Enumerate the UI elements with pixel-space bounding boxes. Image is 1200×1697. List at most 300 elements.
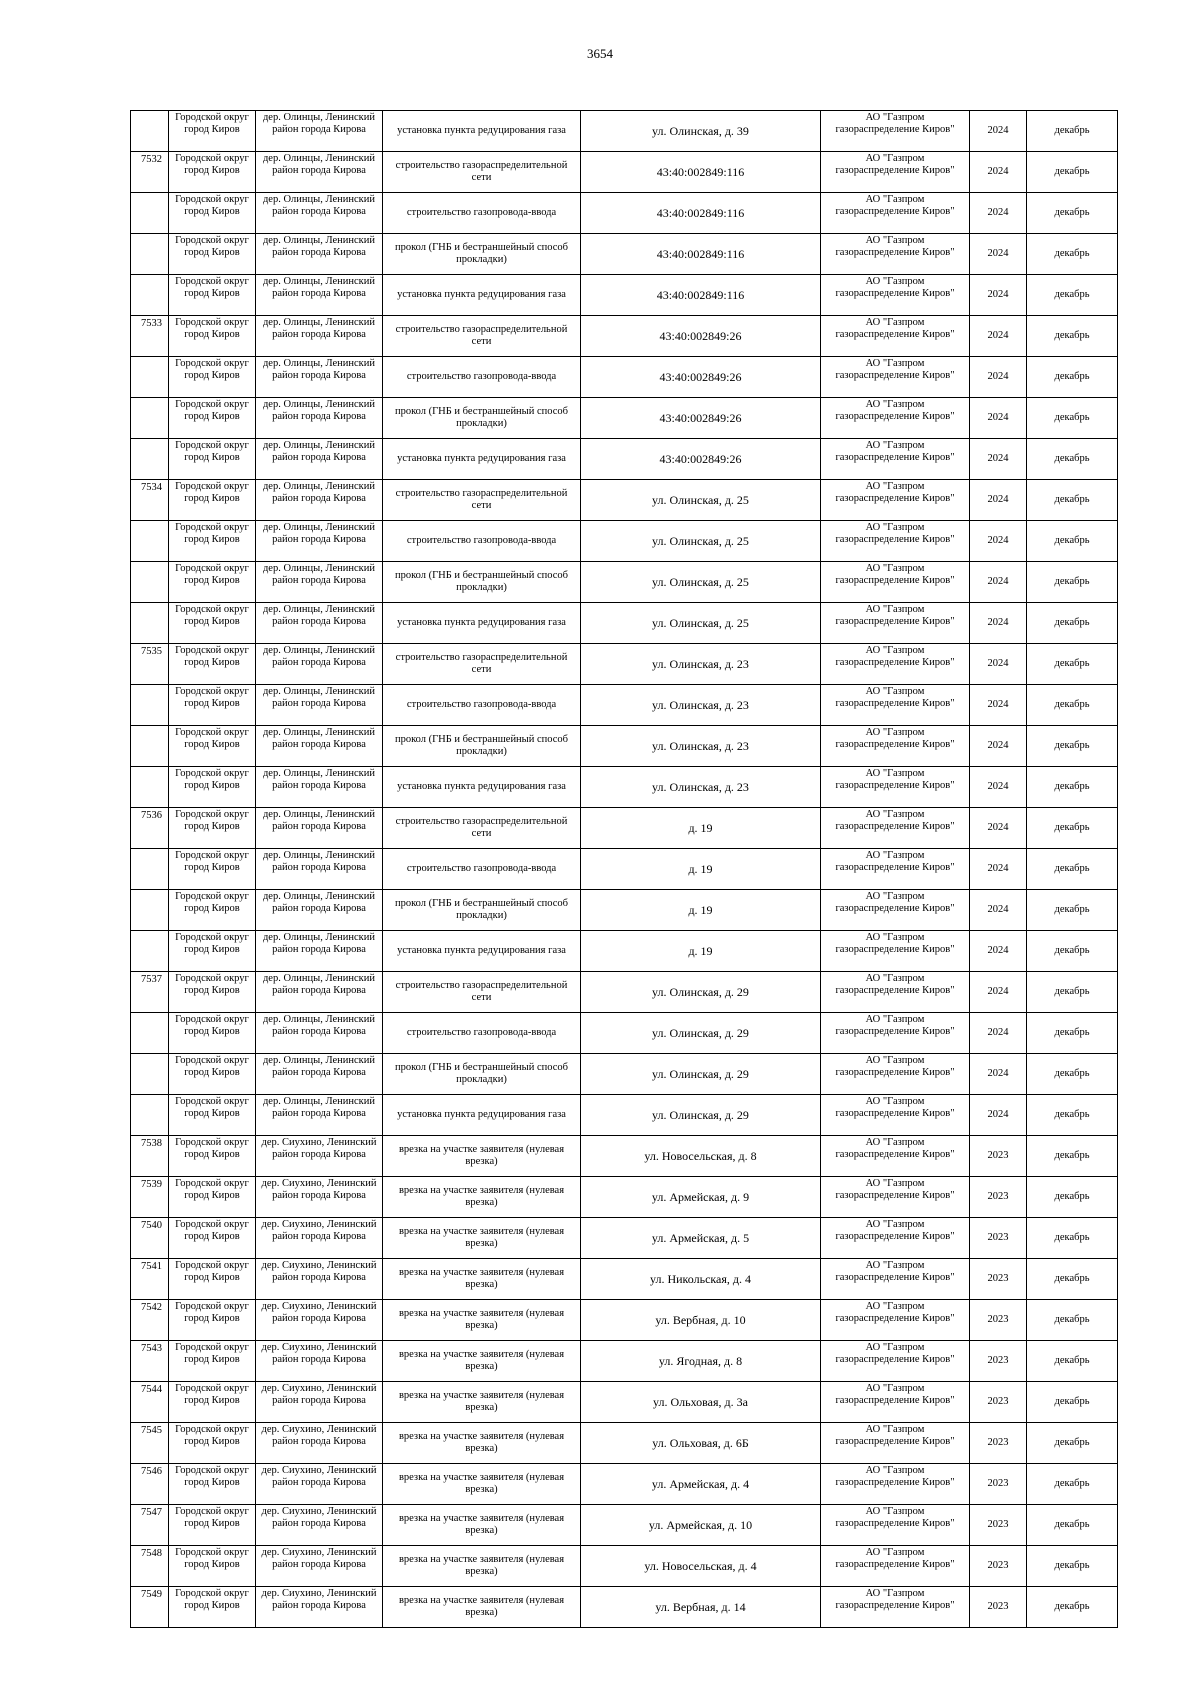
table-row	[131, 972, 1118, 1013]
row-number-cell	[131, 357, 169, 398]
address-cell: ул. Олинская, д. 25	[581, 480, 821, 521]
locality-cell: дер. Сиухино, Ленинский район города Кирова	[256, 1218, 383, 1259]
month-cell: декабрь	[1027, 1546, 1118, 1587]
municipality-cell: Городской округ город Киров	[169, 316, 256, 357]
work-type-cell: установка пункта редуцирования газа	[383, 931, 581, 972]
organization-cell: АО "Газпром газораспределение Киров"	[821, 193, 970, 234]
row-number-cell: 7542	[131, 1300, 169, 1341]
row-number-cell: 7535	[131, 644, 169, 685]
table-row	[131, 1587, 1118, 1628]
row-number-cell: 7544	[131, 1382, 169, 1423]
locality-cell: дер. Олинцы, Ленинский район города Кирова	[256, 1013, 383, 1054]
municipality-cell: Городской округ город Киров	[169, 931, 256, 972]
row-number-cell	[131, 603, 169, 644]
municipality-cell: Городской округ город Киров	[169, 1095, 256, 1136]
table-row	[131, 849, 1118, 890]
work-type-cell: строительство газораспределительной сети	[383, 152, 581, 193]
address-cell: ул. Олинская, д. 29	[581, 1095, 821, 1136]
municipality-cell: Городской округ город Киров	[169, 1300, 256, 1341]
municipality-cell: Городской округ город Киров	[169, 1259, 256, 1300]
address-cell: ул. Олинская, д. 23	[581, 644, 821, 685]
month-cell: декабрь	[1027, 1013, 1118, 1054]
address-cell: ул. Новосельская, д. 8	[581, 1136, 821, 1177]
work-type-cell: строительство газораспределительной сети	[383, 480, 581, 521]
table-row	[131, 480, 1118, 521]
address-cell: д. 19	[581, 890, 821, 931]
address-cell: ул. Никольская, д. 4	[581, 1259, 821, 1300]
work-type-cell: врезка на участке заявителя (нулевая врезка)	[383, 1382, 581, 1423]
locality-cell: дер. Сиухино, Ленинский район города Кирова	[256, 1546, 383, 1587]
municipality-cell: Городской округ город Киров	[169, 111, 256, 152]
row-number-cell: 7537	[131, 972, 169, 1013]
locality-cell: дер. Олинцы, Ленинский район города Кирова	[256, 398, 383, 439]
table-row	[131, 1505, 1118, 1546]
table-row	[131, 111, 1118, 152]
work-type-cell: установка пункта редуцирования газа	[383, 1095, 581, 1136]
year-cell: 2024	[970, 234, 1027, 275]
organization-cell: АО "Газпром газораспределение Киров"	[821, 685, 970, 726]
address-cell: 43:40:002849:116	[581, 275, 821, 316]
year-cell: 2023	[970, 1546, 1027, 1587]
locality-cell: дер. Сиухино, Ленинский район города Кирова	[256, 1587, 383, 1628]
month-cell: декабрь	[1027, 685, 1118, 726]
municipality-cell: Городской округ город Киров	[169, 1505, 256, 1546]
organization-cell: АО "Газпром газораспределение Киров"	[821, 1177, 970, 1218]
locality-cell: дер. Олинцы, Ленинский район города Кирова	[256, 1054, 383, 1095]
organization-cell: АО "Газпром газораспределение Киров"	[821, 1136, 970, 1177]
locality-cell: дер. Сиухино, Ленинский район города Кирова	[256, 1341, 383, 1382]
locality-cell: дер. Олинцы, Ленинский район города Кирова	[256, 480, 383, 521]
table-row	[131, 644, 1118, 685]
work-type-cell: врезка на участке заявителя (нулевая врезка)	[383, 1300, 581, 1341]
municipality-cell: Городской округ город Киров	[169, 644, 256, 685]
address-cell: ул. Ольховая, д. 3а	[581, 1382, 821, 1423]
organization-cell: АО "Газпром газораспределение Киров"	[821, 1341, 970, 1382]
organization-cell: АО "Газпром газораспределение Киров"	[821, 398, 970, 439]
work-type-cell: прокол (ГНБ и бестраншейный способ прокладки)	[383, 562, 581, 603]
locality-cell: дер. Олинцы, Ленинский район города Кирова	[256, 808, 383, 849]
municipality-cell: Городской округ город Киров	[169, 357, 256, 398]
municipality-cell: Городской округ город Киров	[169, 685, 256, 726]
organization-cell: АО "Газпром газораспределение Киров"	[821, 1587, 970, 1628]
organization-cell: АО "Газпром газораспределение Киров"	[821, 972, 970, 1013]
row-number-cell	[131, 439, 169, 480]
municipality-cell: Городской округ город Киров	[169, 521, 256, 562]
table-row	[131, 931, 1118, 972]
month-cell: декабрь	[1027, 1587, 1118, 1628]
work-type-cell: прокол (ГНБ и бестраншейный способ прокладки)	[383, 1054, 581, 1095]
address-cell: 43:40:002849:26	[581, 439, 821, 480]
work-type-cell: врезка на участке заявителя (нулевая врезка)	[383, 1259, 581, 1300]
year-cell: 2023	[970, 1382, 1027, 1423]
work-type-cell: прокол (ГНБ и бестраншейный способ прокладки)	[383, 234, 581, 275]
work-type-cell: строительство газораспределительной сети	[383, 808, 581, 849]
address-cell: ул. Олинская, д. 29	[581, 972, 821, 1013]
locality-cell: дер. Олинцы, Ленинский район города Кирова	[256, 111, 383, 152]
table-row	[131, 1464, 1118, 1505]
row-number-cell	[131, 275, 169, 316]
work-type-cell: установка пункта редуцирования газа	[383, 275, 581, 316]
table-row	[131, 193, 1118, 234]
municipality-cell: Городской округ город Киров	[169, 562, 256, 603]
address-cell: ул. Армейская, д. 5	[581, 1218, 821, 1259]
locality-cell: дер. Олинцы, Ленинский район города Кирова	[256, 1095, 383, 1136]
row-number-cell	[131, 767, 169, 808]
municipality-cell: Городской округ город Киров	[169, 398, 256, 439]
table-row	[131, 1177, 1118, 1218]
table-row	[131, 685, 1118, 726]
address-cell: ул. Новосельская, д. 4	[581, 1546, 821, 1587]
month-cell: декабрь	[1027, 972, 1118, 1013]
month-cell: декабрь	[1027, 1136, 1118, 1177]
locality-cell: дер. Сиухино, Ленинский район города Кирова	[256, 1505, 383, 1546]
locality-cell: дер. Олинцы, Ленинский район города Кирова	[256, 357, 383, 398]
work-type-cell: строительство газораспределительной сети	[383, 972, 581, 1013]
row-number-cell: 7545	[131, 1423, 169, 1464]
month-cell: декабрь	[1027, 767, 1118, 808]
address-cell: ул. Олинская, д. 25	[581, 603, 821, 644]
address-cell: ул. Олинская, д. 23	[581, 726, 821, 767]
year-cell: 2024	[970, 931, 1027, 972]
locality-cell: дер. Олинцы, Ленинский район города Кирова	[256, 193, 383, 234]
month-cell: декабрь	[1027, 849, 1118, 890]
month-cell: декабрь	[1027, 603, 1118, 644]
table-row	[131, 1013, 1118, 1054]
municipality-cell: Городской округ город Киров	[169, 1054, 256, 1095]
year-cell: 2024	[970, 316, 1027, 357]
locality-cell: дер. Сиухино, Ленинский район города Кирова	[256, 1382, 383, 1423]
year-cell: 2024	[970, 1013, 1027, 1054]
row-number-cell: 7543	[131, 1341, 169, 1382]
work-type-cell: строительство газопровода-ввода	[383, 521, 581, 562]
row-number-cell	[131, 1013, 169, 1054]
locality-cell: дер. Сиухино, Ленинский район города Кирова	[256, 1464, 383, 1505]
work-type-cell: строительство газораспределительной сети	[383, 316, 581, 357]
work-type-cell: строительство газопровода-ввода	[383, 193, 581, 234]
year-cell: 2023	[970, 1218, 1027, 1259]
year-cell: 2024	[970, 193, 1027, 234]
organization-cell: АО "Газпром газораспределение Киров"	[821, 644, 970, 685]
month-cell: декабрь	[1027, 1505, 1118, 1546]
locality-cell: дер. Олинцы, Ленинский район города Кирова	[256, 972, 383, 1013]
year-cell: 2024	[970, 521, 1027, 562]
table-row	[131, 275, 1118, 316]
row-number-cell	[131, 1054, 169, 1095]
organization-cell: АО "Газпром газораспределение Киров"	[821, 480, 970, 521]
month-cell: декабрь	[1027, 1341, 1118, 1382]
month-cell: декабрь	[1027, 111, 1118, 152]
table-row	[131, 398, 1118, 439]
table-row	[131, 1423, 1118, 1464]
year-cell: 2023	[970, 1505, 1027, 1546]
address-cell: ул. Олинская, д. 25	[581, 521, 821, 562]
organization-cell: АО "Газпром газораспределение Киров"	[821, 849, 970, 890]
municipality-cell: Городской округ город Киров	[169, 275, 256, 316]
address-cell: 43:40:002849:26	[581, 398, 821, 439]
table-row	[131, 1382, 1118, 1423]
year-cell: 2023	[970, 1136, 1027, 1177]
organization-cell: АО "Газпром газораспределение Киров"	[821, 1464, 970, 1505]
municipality-cell: Городской округ город Киров	[169, 1136, 256, 1177]
organization-cell: АО "Газпром газораспределение Киров"	[821, 1095, 970, 1136]
municipality-cell: Городской округ город Киров	[169, 480, 256, 521]
municipality-cell: Городской округ город Киров	[169, 1546, 256, 1587]
year-cell: 2024	[970, 439, 1027, 480]
work-type-cell: прокол (ГНБ и бестраншейный способ прокладки)	[383, 890, 581, 931]
organization-cell: АО "Газпром газораспределение Киров"	[821, 1423, 970, 1464]
row-number-cell: 7539	[131, 1177, 169, 1218]
table-row	[131, 1095, 1118, 1136]
address-cell: ул. Олинская, д. 23	[581, 685, 821, 726]
organization-cell: АО "Газпром газораспределение Киров"	[821, 1300, 970, 1341]
work-type-cell: строительство газопровода-ввода	[383, 849, 581, 890]
organization-cell: АО "Газпром газораспределение Киров"	[821, 726, 970, 767]
address-cell: ул. Олинская, д. 23	[581, 767, 821, 808]
month-cell: декабрь	[1027, 1177, 1118, 1218]
month-cell: декабрь	[1027, 1054, 1118, 1095]
month-cell: декабрь	[1027, 1218, 1118, 1259]
locality-cell: дер. Сиухино, Ленинский район города Кирова	[256, 1423, 383, 1464]
month-cell: декабрь	[1027, 1382, 1118, 1423]
address-cell: ул. Ольховая, д. 6Б	[581, 1423, 821, 1464]
month-cell: декабрь	[1027, 1464, 1118, 1505]
row-number-cell	[131, 726, 169, 767]
month-cell: декабрь	[1027, 1423, 1118, 1464]
work-type-cell: строительство газопровода-ввода	[383, 685, 581, 726]
address-cell: 43:40:002849:116	[581, 152, 821, 193]
address-cell: ул. Олинская, д. 39	[581, 111, 821, 152]
locality-cell: дер. Олинцы, Ленинский район города Кирова	[256, 521, 383, 562]
address-cell: ул. Олинская, д. 29	[581, 1054, 821, 1095]
locality-cell: дер. Олинцы, Ленинский район города Кирова	[256, 562, 383, 603]
year-cell: 2023	[970, 1341, 1027, 1382]
work-type-cell: прокол (ГНБ и бестраншейный способ прокладки)	[383, 398, 581, 439]
month-cell: декабрь	[1027, 1095, 1118, 1136]
locality-cell: дер. Сиухино, Ленинский район города Кирова	[256, 1259, 383, 1300]
address-cell: 43:40:002849:116	[581, 193, 821, 234]
year-cell: 2024	[970, 603, 1027, 644]
address-cell: ул. Олинская, д. 25	[581, 562, 821, 603]
municipality-cell: Городской округ город Киров	[169, 890, 256, 931]
organization-cell: АО "Газпром газораспределение Киров"	[821, 152, 970, 193]
municipality-cell: Городской округ город Киров	[169, 1423, 256, 1464]
address-cell: ул. Вербная, д. 10	[581, 1300, 821, 1341]
municipality-cell: Городской округ город Киров	[169, 234, 256, 275]
year-cell: 2024	[970, 398, 1027, 439]
work-type-cell: строительство газопровода-ввода	[383, 1013, 581, 1054]
locality-cell: дер. Олинцы, Ленинский район города Кирова	[256, 316, 383, 357]
month-cell: декабрь	[1027, 398, 1118, 439]
row-number-cell: 7533	[131, 316, 169, 357]
address-cell: ул. Ягодная, д. 8	[581, 1341, 821, 1382]
year-cell: 2023	[970, 1587, 1027, 1628]
year-cell: 2023	[970, 1423, 1027, 1464]
year-cell: 2023	[970, 1259, 1027, 1300]
row-number-cell	[131, 931, 169, 972]
locality-cell: дер. Олинцы, Ленинский район города Кирова	[256, 234, 383, 275]
row-number-cell: 7548	[131, 1546, 169, 1587]
year-cell: 2024	[970, 111, 1027, 152]
month-cell: декабрь	[1027, 1259, 1118, 1300]
organization-cell: АО "Газпром газораспределение Киров"	[821, 603, 970, 644]
locality-cell: дер. Олинцы, Ленинский район города Кирова	[256, 685, 383, 726]
month-cell: декабрь	[1027, 644, 1118, 685]
address-cell: 43:40:002849:26	[581, 357, 821, 398]
row-number-cell	[131, 849, 169, 890]
row-number-cell	[131, 1095, 169, 1136]
table-row	[131, 890, 1118, 931]
row-number-cell	[131, 398, 169, 439]
address-cell: д. 19	[581, 849, 821, 890]
address-cell: ул. Олинская, д. 29	[581, 1013, 821, 1054]
locality-cell: дер. Сиухино, Ленинский район города Кирова	[256, 1300, 383, 1341]
table-row	[131, 316, 1118, 357]
work-type-cell: установка пункта редуцирования газа	[383, 767, 581, 808]
year-cell: 2024	[970, 767, 1027, 808]
row-number-cell	[131, 685, 169, 726]
work-type-cell: врезка на участке заявителя (нулевая врезка)	[383, 1341, 581, 1382]
work-type-cell: врезка на участке заявителя (нулевая врезка)	[383, 1218, 581, 1259]
table-row	[131, 603, 1118, 644]
row-number-cell: 7532	[131, 152, 169, 193]
municipality-cell: Городской округ город Киров	[169, 1177, 256, 1218]
work-type-cell: врезка на участке заявителя (нулевая врезка)	[383, 1546, 581, 1587]
year-cell: 2024	[970, 480, 1027, 521]
work-type-cell: установка пункта редуцирования газа	[383, 603, 581, 644]
row-number-cell: 7546	[131, 1464, 169, 1505]
year-cell: 2024	[970, 275, 1027, 316]
organization-cell: АО "Газпром газораспределение Киров"	[821, 1259, 970, 1300]
month-cell: декабрь	[1027, 931, 1118, 972]
work-type-cell: врезка на участке заявителя (нулевая врезка)	[383, 1423, 581, 1464]
month-cell: декабрь	[1027, 193, 1118, 234]
address-cell: 43:40:002849:26	[581, 316, 821, 357]
row-number-cell: 7534	[131, 480, 169, 521]
work-type-cell: установка пункта редуцирования газа	[383, 111, 581, 152]
row-number-cell: 7536	[131, 808, 169, 849]
work-type-cell: строительство газопровода-ввода	[383, 357, 581, 398]
year-cell: 2023	[970, 1464, 1027, 1505]
table-row	[131, 1218, 1118, 1259]
row-number-cell	[131, 234, 169, 275]
table-row	[131, 152, 1118, 193]
year-cell: 2024	[970, 1054, 1027, 1095]
work-type-cell: врезка на участке заявителя (нулевая врезка)	[383, 1177, 581, 1218]
municipality-cell: Городской округ город Киров	[169, 808, 256, 849]
locality-cell: дер. Сиухино, Ленинский район города Кирова	[256, 1177, 383, 1218]
row-number-cell	[131, 562, 169, 603]
address-cell: ул. Армейская, д. 10	[581, 1505, 821, 1546]
month-cell: декабрь	[1027, 808, 1118, 849]
month-cell: декабрь	[1027, 480, 1118, 521]
year-cell: 2024	[970, 808, 1027, 849]
organization-cell: АО "Газпром газораспределение Киров"	[821, 767, 970, 808]
work-type-cell: строительство газораспределительной сети	[383, 644, 581, 685]
locality-cell: дер. Олинцы, Ленинский район города Кирова	[256, 890, 383, 931]
table-row	[131, 1136, 1118, 1177]
locality-cell: дер. Олинцы, Ленинский район города Кирова	[256, 931, 383, 972]
municipality-cell: Городской округ город Киров	[169, 1218, 256, 1259]
month-cell: декабрь	[1027, 152, 1118, 193]
organization-cell: АО "Газпром газораспределение Киров"	[821, 1382, 970, 1423]
month-cell: декабрь	[1027, 316, 1118, 357]
municipality-cell: Городской округ город Киров	[169, 1587, 256, 1628]
year-cell: 2024	[970, 562, 1027, 603]
year-cell: 2024	[970, 685, 1027, 726]
address-cell: ул. Вербная, д. 14	[581, 1587, 821, 1628]
organization-cell: АО "Газпром газораспределение Киров"	[821, 275, 970, 316]
address-cell: 43:40:002849:116	[581, 234, 821, 275]
year-cell: 2024	[970, 849, 1027, 890]
table-body	[131, 111, 1118, 1628]
table-row	[131, 808, 1118, 849]
year-cell: 2024	[970, 644, 1027, 685]
table-row	[131, 234, 1118, 275]
locality-cell: дер. Олинцы, Ленинский район города Кирова	[256, 726, 383, 767]
municipality-cell: Городской округ город Киров	[169, 439, 256, 480]
organization-cell: АО "Газпром газораспределение Киров"	[821, 316, 970, 357]
work-type-cell: установка пункта редуцирования газа	[383, 439, 581, 480]
year-cell: 2023	[970, 1300, 1027, 1341]
year-cell: 2023	[970, 1177, 1027, 1218]
municipality-cell: Городской округ город Киров	[169, 849, 256, 890]
organization-cell: АО "Газпром газораспределение Киров"	[821, 1505, 970, 1546]
month-cell: декабрь	[1027, 439, 1118, 480]
month-cell: декабрь	[1027, 357, 1118, 398]
organization-cell: АО "Газпром газораспределение Киров"	[821, 1218, 970, 1259]
month-cell: декабрь	[1027, 521, 1118, 562]
municipality-cell: Городской округ город Киров	[169, 1341, 256, 1382]
month-cell: декабрь	[1027, 275, 1118, 316]
table-row	[131, 562, 1118, 603]
organization-cell: АО "Газпром газораспределение Киров"	[821, 931, 970, 972]
municipality-cell: Городской округ город Киров	[169, 767, 256, 808]
organization-cell: АО "Газпром газораспределение Киров"	[821, 357, 970, 398]
organization-cell: АО "Газпром газораспределение Киров"	[821, 1546, 970, 1587]
work-type-cell: врезка на участке заявителя (нулевая врезка)	[383, 1587, 581, 1628]
organization-cell: АО "Газпром газораспределение Киров"	[821, 890, 970, 931]
organization-cell: АО "Газпром газораспределение Киров"	[821, 1054, 970, 1095]
municipality-cell: Городской округ город Киров	[169, 1382, 256, 1423]
table-row	[131, 767, 1118, 808]
table-row	[131, 1546, 1118, 1587]
work-type-cell: врезка на участке заявителя (нулевая врезка)	[383, 1464, 581, 1505]
municipality-cell: Городской округ город Киров	[169, 193, 256, 234]
organization-cell: АО "Газпром газораспределение Киров"	[821, 521, 970, 562]
table-row	[131, 521, 1118, 562]
table-row	[131, 1300, 1118, 1341]
table-row	[131, 1259, 1118, 1300]
locality-cell: дер. Сиухино, Ленинский район города Кирова	[256, 1136, 383, 1177]
year-cell: 2024	[970, 972, 1027, 1013]
year-cell: 2024	[970, 1095, 1027, 1136]
organization-cell: АО "Газпром газораспределение Киров"	[821, 111, 970, 152]
municipality-cell: Городской округ город Киров	[169, 603, 256, 644]
organization-cell: АО "Газпром газораспределение Киров"	[821, 234, 970, 275]
municipality-cell: Городской округ город Киров	[169, 726, 256, 767]
address-cell: ул. Армейская, д. 4	[581, 1464, 821, 1505]
month-cell: декабрь	[1027, 234, 1118, 275]
table-row	[131, 1054, 1118, 1095]
locality-cell: дер. Олинцы, Ленинский район города Кирова	[256, 603, 383, 644]
gasification-table	[130, 110, 1118, 1628]
work-type-cell: врезка на участке заявителя (нулевая врезка)	[383, 1505, 581, 1546]
page-number: 3654	[587, 46, 613, 61]
table-row	[131, 357, 1118, 398]
municipality-cell: Городской округ город Киров	[169, 1464, 256, 1505]
year-cell: 2024	[970, 726, 1027, 767]
organization-cell: АО "Газпром газораспределение Киров"	[821, 562, 970, 603]
